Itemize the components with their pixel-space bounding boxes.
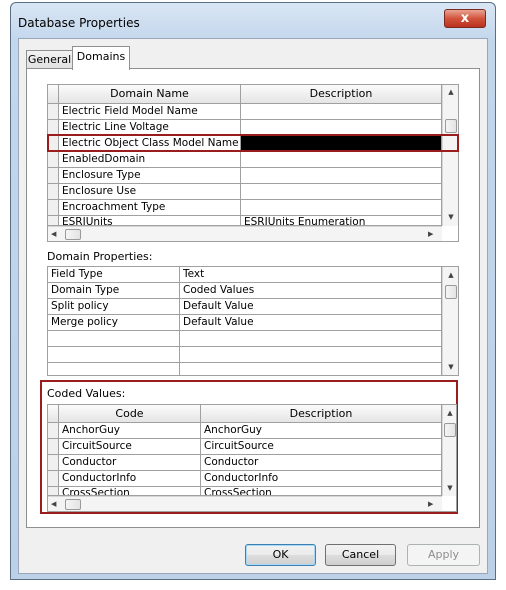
domain-properties-label: Domain Properties: [47,250,153,263]
property-value-cell[interactable]: Text [180,267,442,283]
scrollbar-thumb[interactable] [445,119,457,133]
empty-property-cell [48,331,180,347]
column-header-description[interactable]: Description [201,405,442,423]
column-header-domain-name[interactable]: Domain Name [59,85,241,104]
domains-grid [47,84,459,242]
domains-horizontal-scrollbar[interactable] [48,226,442,241]
row-selector[interactable] [48,200,59,216]
window-title: Database Properties [18,16,140,30]
tab-general[interactable]: General [26,50,73,68]
column-header-description[interactable]: Description [241,85,442,104]
cancel-button[interactable]: Cancel [325,544,396,566]
scroll-up-arrow-icon[interactable]: ▲ [448,271,454,279]
scrollbar-thumb[interactable] [65,499,81,510]
domain-description-cell[interactable] [241,200,442,216]
row-selector[interactable] [48,423,59,439]
empty-property-cell [180,363,442,376]
domain-name-cell[interactable]: Enclosure Type [59,168,241,184]
code-description-cell[interactable]: AnchorGuy [201,423,442,439]
empty-property-cell [48,347,180,363]
scroll-left-arrow-icon[interactable]: ◀ [51,500,57,508]
row-selector[interactable] [48,471,59,487]
domain-name-cell[interactable]: Electric Line Voltage [59,120,241,136]
property-key-cell: Merge policy [48,315,180,331]
property-value-cell[interactable]: Coded Values [180,283,442,299]
property-value-cell[interactable]: Default Value [180,315,442,331]
empty-property-cell [48,363,180,376]
row-selector[interactable] [48,216,59,226]
property-key-cell: Domain Type [48,283,180,299]
selected-row-highlight [47,134,459,152]
code-description-cell[interactable]: ConductorInfo [201,471,442,487]
domain-name-cell[interactable]: EnabledDomain [59,152,241,168]
property-key-cell: Field Type [48,267,180,283]
domain-description-cell[interactable] [241,104,442,120]
row-selector[interactable] [48,455,59,471]
scroll-up-arrow-icon[interactable]: ▲ [447,409,453,417]
row-selector[interactable] [48,439,59,455]
domain-name-cell[interactable]: ESRIUnits [59,216,241,226]
scroll-down-arrow-icon[interactable]: ▼ [448,213,454,221]
scroll-left-arrow-icon[interactable]: ◀ [51,230,57,238]
column-header-code[interactable]: Code [59,405,201,423]
scroll-right-arrow-icon[interactable]: ▶ [428,230,434,238]
row-selector[interactable] [48,184,59,200]
code-cell[interactable]: CircuitSource [59,439,201,455]
scroll-down-arrow-icon[interactable]: ▼ [448,363,454,371]
row-selector[interactable] [48,104,59,120]
close-button[interactable]: x [444,9,486,28]
code-cell[interactable]: CrossSection [59,487,201,496]
domain-description-cell[interactable] [241,184,442,200]
row-selector-header [48,85,59,104]
domain-properties-grid [47,266,459,376]
apply-button[interactable]: Apply [407,544,480,566]
domain-name-cell-selected[interactable]: Electric Object Class Model Name [59,136,241,152]
ok-button[interactable]: OK [245,544,316,566]
row-selector-header [48,405,59,423]
domain-description-cell[interactable] [241,152,442,168]
coded-values-horizontal-scrollbar[interactable] [48,496,442,511]
code-cell[interactable]: Conductor [59,455,201,471]
domain-description-cell[interactable]: ESRIUnits Enumeration [241,216,442,226]
scrollbar-thumb[interactable] [65,229,81,240]
tab-domains[interactable]: Domains [72,46,130,70]
coded-values-grid [47,404,457,512]
empty-property-cell [180,347,442,363]
code-description-cell[interactable]: CrossSection [201,487,442,496]
domain-name-cell[interactable]: Encroachment Type [59,200,241,216]
domain-name-cell[interactable]: Enclosure Use [59,184,241,200]
code-description-cell[interactable]: CircuitSource [201,439,442,455]
code-description-cell[interactable]: Conductor [201,455,442,471]
scroll-down-arrow-icon[interactable]: ▼ [447,484,453,492]
code-cell[interactable]: AnchorGuy [59,423,201,439]
scroll-right-arrow-icon[interactable]: ▶ [428,500,434,508]
property-value-cell[interactable]: Default Value [180,299,442,315]
empty-property-cell [180,331,442,347]
domains-vertical-scrollbar[interactable] [442,85,458,226]
domain-name-cell[interactable]: Electric Field Model Name [59,104,241,120]
code-cell[interactable]: ConductorInfo [59,471,201,487]
row-selector[interactable] [48,487,59,496]
scrollbar-thumb[interactable] [444,423,456,437]
coded-values-vertical-scrollbar[interactable] [442,405,456,496]
scroll-up-arrow-icon[interactable]: ▲ [448,88,454,96]
row-selector[interactable] [48,168,59,184]
row-selector[interactable] [48,152,59,168]
property-key-cell: Split policy [48,299,180,315]
coded-values-label: Coded Values: [47,387,126,400]
domain-description-cell[interactable] [241,168,442,184]
properties-vertical-scrollbar[interactable] [442,267,458,375]
scrollbar-thumb[interactable] [445,285,457,299]
